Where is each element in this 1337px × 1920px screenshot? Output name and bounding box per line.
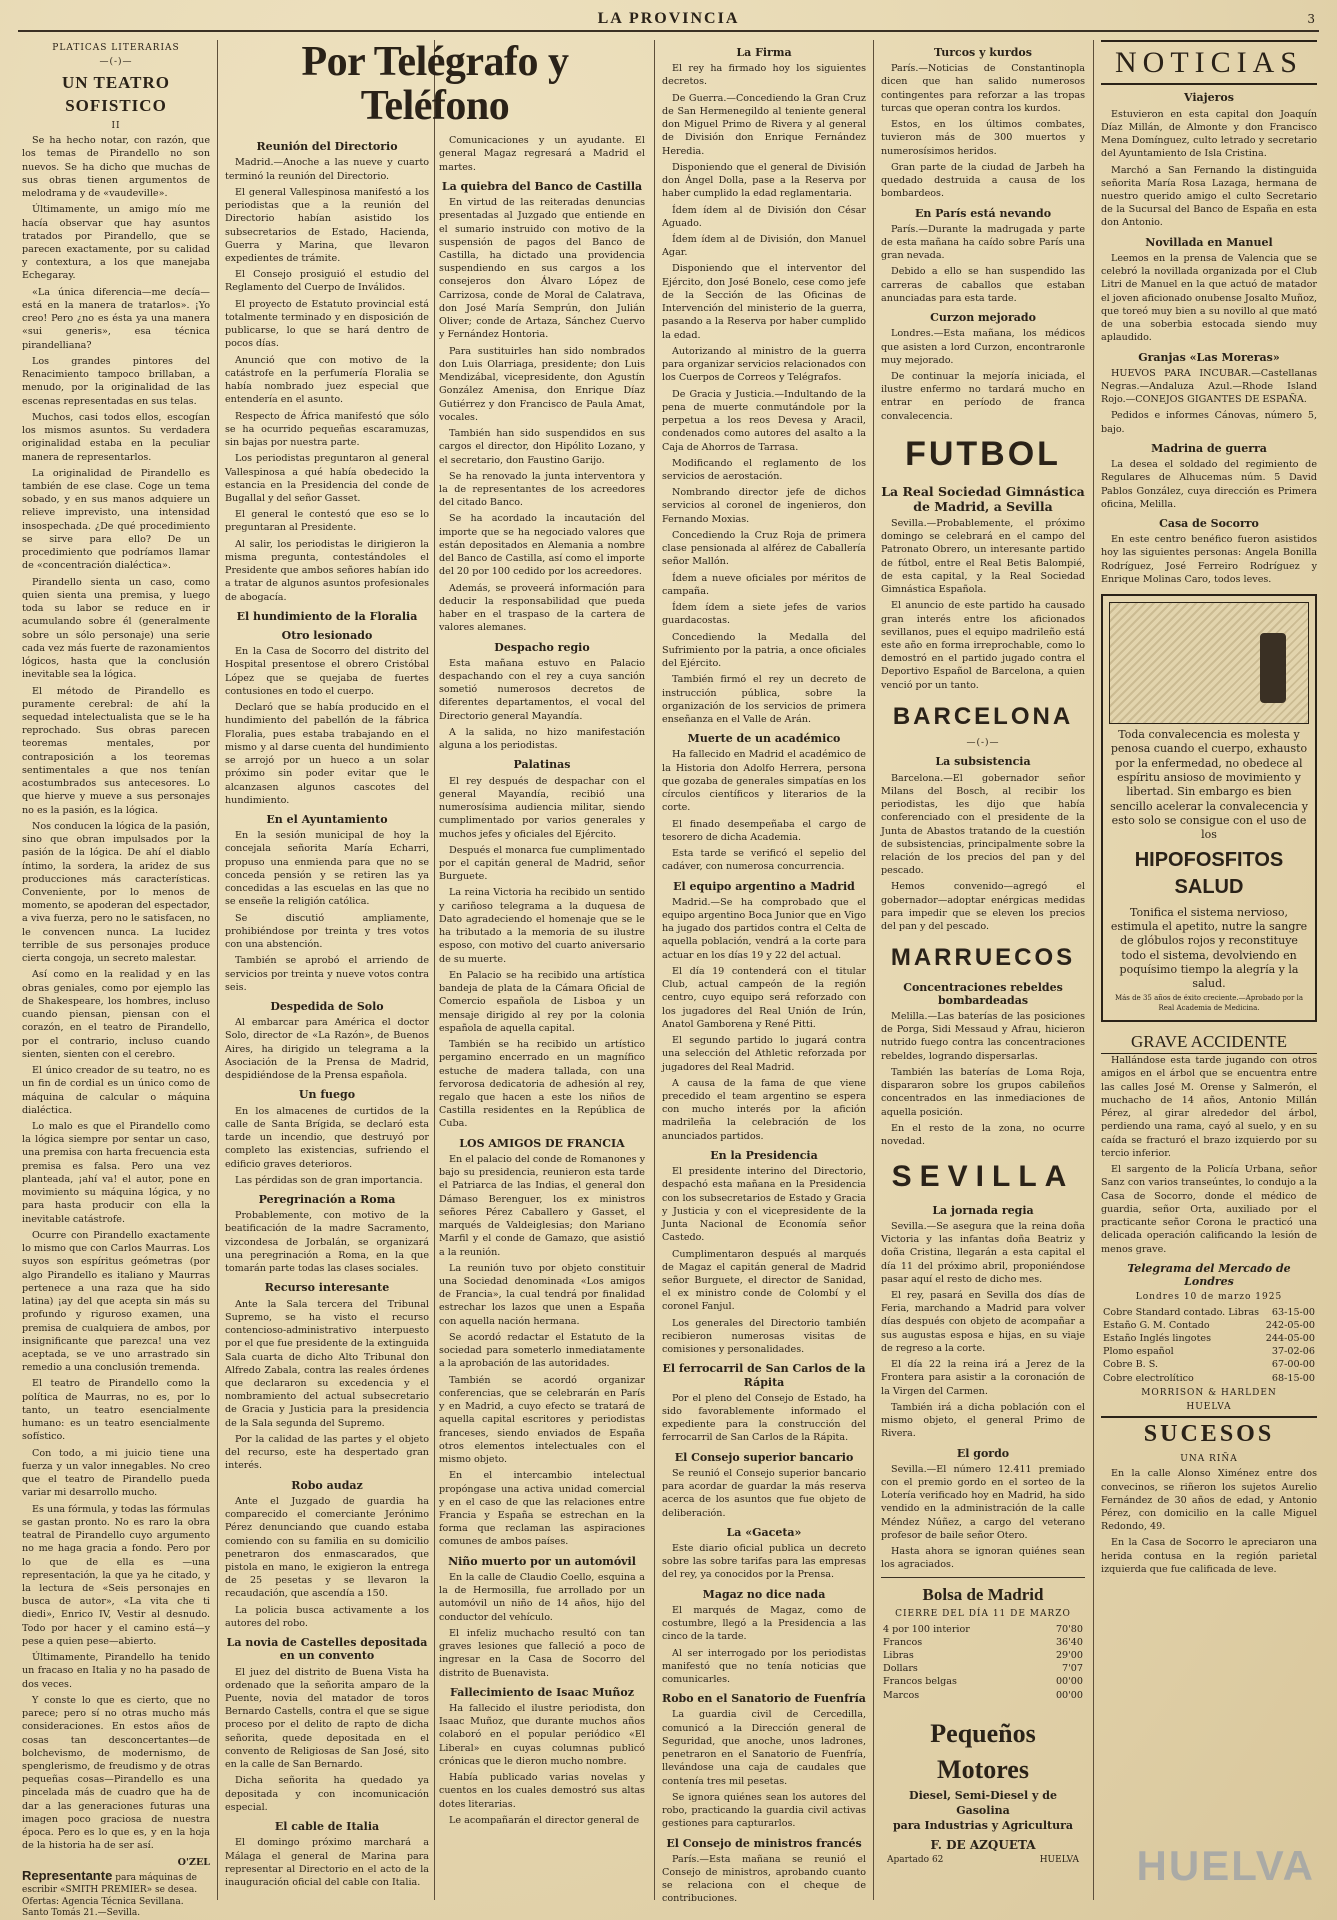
article-headline: La «Gaceta» — [726, 1525, 802, 1539]
quote-value: 63-15-00 — [1271, 1306, 1315, 1318]
quote-label: 4 por 100 interior — [883, 1623, 970, 1635]
paragraph: En la calle de Claudio Coello, esquina a la de Hermosilla, fue arrollado por un automóvil un niño de 14 años, hijo del conductor del vehículo. — [439, 1571, 645, 1623]
quote-value: 00'00 — [1055, 1676, 1083, 1688]
article-headline: Un fuego — [298, 1088, 356, 1102]
article-body — [22, 134, 210, 1853]
paragraph: Sevilla.—El número 12.411 premiado con el premio gordo en el sorteo de la Lotería verificado hoy en Madrid, ha sido vendido en la administración de la calle Méndez Núñez, a cargo del veterano profesor de baile señor Otero. — [881, 1463, 1085, 1541]
article-headline: La Real Sociedad Gimnástica de Madrid, a Sevilla — [881, 483, 1085, 514]
market-firm: MORRISON & HARLDEN — [1141, 1387, 1277, 1398]
quote-label: Plomo español — [1103, 1346, 1174, 1358]
article-headline: El Consejo superior bancario — [674, 1450, 854, 1464]
ad-address: Apartado 62 — [887, 1854, 944, 1865]
paragraph: Así como en la realidad y en las obras geniales, como por ejemplo las de Shakespeare, los hombres, incluso cuando piensan, piensan con el corazón, en el teatro de Pirandello, por el contrario, incluso cuando sienten, sienten con el cerebro. — [22, 969, 210, 1060]
section-title: BARCELONA — [892, 702, 1074, 730]
paragraph: Melilla.—Las baterías de las posiciones de Porga, Sidi Messaud y Afrau, hicieron nutrido fuego contra las concentraciones rebeldes, logrando dispersarlas. — [881, 1010, 1085, 1062]
paragraph: La guardia civil de Cercedilla, comunicó a la Dirección general de Seguridad, que anoche, unos ladrones, penetraron en el Sanatorio de Fuenfría, llevándose una caja de caudales que contenía tres mil pesetas. — [662, 1709, 866, 1787]
paragraph: Gran parte de la ciudad de Jarbeh ha quedado destruida a causa de los bombardeos. — [881, 161, 1085, 200]
article-headline: LOS AMIGOS DE FRANCIA — [459, 1136, 625, 1150]
article-headline: Concentraciones rebeldes bombardeadas — [903, 980, 1063, 1007]
paragraph: Es una fórmula, y todas las fórmulas se gastan pronto. No es raro la obra teatral de Pirandello cuyo argumento no me haga gracia a fondo. Pero por lo que de ella es —una representación, la que ya he citado, y la lectura de «Seis personajes en busca de autor», «La vita che ti diedi», Enrico IV, Vestir al desnudo. Todo por hacer y el camino está—y pese a quien pese—abierto. — [22, 1503, 210, 1647]
paragraph: Los grandes pintores del Renacimiento tampoco brillaban, a menudo, por la originalidad de las escenas representadas en sus telas. — [22, 355, 210, 407]
article-headline: Niño muerto por un automóvil — [448, 1554, 636, 1568]
article-headline: Palatinas — [513, 758, 571, 772]
paragraph: Le acompañarán el director general de — [449, 1814, 640, 1826]
paragraph: Se ha acordado la incautación del importe que se ha negociado valores que están depositados en Alemania a nombre del Banco de Castilla, así como el importe del 20 por 100 cedido por los acreedores. — [439, 513, 645, 578]
paragraph: Había publicado varias novelas y cuentos en los cuales demostró sus altas dotes literarias. — [439, 1772, 645, 1810]
newspaper-title: LA PROVINCIA — [597, 10, 740, 27]
quote-label: Cobre B. S. — [1103, 1359, 1158, 1371]
quote-label: Libras — [883, 1649, 914, 1661]
bottle-icon — [1260, 633, 1286, 703]
article-headline: Robo audaz — [291, 1478, 363, 1492]
paragraph: Leemos en la prensa de Valencia que se celebró la novillada organizada por el Club Litri de Manuel en la que actuó de matador el joven aficionado onubense Josalto Muñoz, que toreó muy bien a su novillo al que mató de una soberbia estocada siendo muy aplaudido. — [1101, 252, 1317, 344]
paragraph: El marqués de Magaz, como de costumbre, llegó a la Presidencia a las cinco de la tarde. — [662, 1604, 866, 1643]
table-row — [881, 1675, 1085, 1688]
telegraph-column-a — [225, 134, 429, 1892]
paragraph: También irá a dicha población con el mismo objeto, el general Primo de Rivera. — [881, 1401, 1085, 1440]
paragraph: En virtud de las reiteradas denuncias presentadas al Juzgado que entiende en el sumario instruido con motivo de la suspensión de pagos del Banco de Castilla, ha dictado una providencia suspendiendo en sus cargos a los consejeros don Álvaro López de Carrizosa, conde de Moral de Calatrava, don José María Semprún, don Julián Oliver; conde de Artaza, Sánchez Cuervo y Fernández Hontoria. — [439, 197, 645, 341]
paragraph: Pirandello sienta un caso, como quien sienta una premisa, y luego toda su labor se reduce en ir acumulando sobre él (generalmente sobre un sólo personaje) una serie cada vez más fuerte de razonamientos lógicos, hasta que la conclusión inevitable sea la lógica. — [22, 576, 210, 681]
article-headline: Robo en el Sanatorio de Fuenfría — [662, 1692, 866, 1706]
article-headline: El equipo argentino a Madrid — [673, 879, 855, 893]
ad-title: Pequeños Motores — [930, 1718, 1036, 1784]
article-headline: Despedida de Solo — [270, 1000, 384, 1014]
paragraph: Por la calidad de las partes y el objeto del recurso, este ha despertado gran interés. — [225, 1433, 429, 1472]
paragraph: El segundo partido lo jugará contra una selección del Athletic reforzada por jugadores del Real Madrid. — [662, 1035, 866, 1073]
article-headline: Peregrinación a Roma — [258, 1193, 396, 1207]
paragraph: Al embarcar para América el doctor Solo, director de «La Razón», de Buenos Aires, ha dirigido un telegrama a la Asociación de la Prensa de Madrid, despidiéndose de la Prensa española. — [225, 1017, 429, 1082]
paragraph: El rey ha firmado hoy los siguientes decretos. — [662, 63, 866, 88]
paragraph: Hasta ahora se ignoran quiénes sean los agraciados. — [881, 1546, 1085, 1571]
paragraph: París.—Noticias de Constantinopla dicen que han salido numerosos contingentes para reforzar a las tropas turcas que operan contra los kurdos. — [881, 63, 1085, 114]
paragraph: Madrid.—Anoche a las nueve y cuarto terminó la reunión del Directorio. — [225, 157, 429, 182]
paragraph: Se ha hecho notar, con razón, que los temas de Pirandello no son nuevos. Se ha dicho que muchas de sus obras tienen argumentos de melodrama y de «vaudeville». — [22, 135, 210, 200]
paragraph: También las baterías de Loma Roja, dispararon sobre los grupos cabileños concentrados en las inmediaciones de aquella posición. — [881, 1066, 1085, 1118]
quote-label: Francos — [883, 1636, 923, 1648]
section-title: GRAVE ACCIDENTE — [1101, 1030, 1317, 1054]
market-table — [1101, 1306, 1317, 1385]
quote-value: 37-02-06 — [1271, 1346, 1315, 1358]
paragraph: Los periodistas preguntaron al general Vallespinosa a qué había obedecido la estancia en la Presidencia del conde de Bugallal y del señor Gasset. — [225, 453, 429, 504]
paragraph: Se ha renovado la junta interventora y la de representantes de los acreedores del citado Banco. — [439, 470, 645, 509]
paragraph: El anuncio de este partido ha causado gran interés entre los aficionados sevillanos, pues el equipo madrileño está este año en forma irreprochable, como lo demostró en el partido jugado contra el Deportivo Español de Barcelona, a quien venció por un tanto. — [881, 600, 1085, 691]
table-row — [1101, 1319, 1317, 1332]
article-headline: Muerte de un académico — [687, 732, 841, 746]
paragraph: De continuar la mejoría iniciada, el ilustre enfermo no tardará mucho en entrar en período de franca convalecencia. — [881, 371, 1085, 422]
column-literary — [22, 40, 210, 1902]
paragraph: De Guerra.—Concediendo la Gran Cruz de San Hermenegildo al teniente general don Miguel Primo de Rivera y al general de División don Enrique Fernández Heredia. — [662, 92, 866, 157]
quote-value: 68-15-00 — [1271, 1372, 1315, 1384]
paragraph: El finado desempeñaba el cargo de tesorero de dicha Academia. — [662, 818, 866, 843]
paragraph: El general Vallespinosa manifestó a los periodistas que a la reunión del Directorio habían asistido los subsecretarios de Estado, Hacienda, Guerra y Marina, que llevaron expedientes de trámite. — [225, 186, 429, 265]
article-headline: Casa de Socorro — [1159, 517, 1259, 530]
paragraph: Ídem ídem a siete jefes de varios guardacostas. — [662, 602, 866, 627]
paragraph: Cumplimentaron después al marqués de Magaz el capitán general de Madrid señor Burguete, el director de Sanidad, el ex ministro conde de Colombí y el coronel Fanjul. — [662, 1248, 866, 1313]
paragraph: Lo malo es que el Pirandello como la lógica siempre por sentar un caso, una premisa con harta frecuencia esta premisa es falsa. Pero una vez planteada, ¡ahí va! el autor, pone en movimiento su máquina lógica, y no para hasta producir con ella la inevitable catástrofe. — [22, 1121, 210, 1225]
article-headline: La novia de Castelles depositada en un convento — [226, 1636, 428, 1663]
article-headline: Viajeros — [1184, 91, 1234, 105]
article-headline: El Consejo de ministros francés — [666, 1836, 862, 1850]
bolsa-table — [881, 1623, 1085, 1702]
paragraph: Debido a ello se han suspendido las carreras de caballos que estaban anunciadas para esta tarde. — [881, 266, 1085, 304]
paragraph: En la sesión municipal de hoy la concejala señorita María Echarri, propuso una enmienda para que no se conceda pensión y se retiren las ya concedidas a las escuelas en las que no se enseñe la religión católica. — [225, 830, 429, 908]
paragraph: Con todo, a mi juicio tiene una fuerza y un valor innegables. No creo que el teatro de Pirandello pueda variar mi desarrollo mucho. — [22, 1447, 210, 1499]
article-headline: Curzon mejorado — [930, 311, 1036, 325]
banner-title: Por Telégrafo y Teléfono — [301, 39, 569, 130]
article-headline: Recurso interesante — [264, 1281, 390, 1295]
table-row — [881, 1662, 1085, 1675]
article-headline: En la Presidencia — [710, 1148, 818, 1162]
column-rule — [217, 40, 218, 1900]
paragraph: Estuvieron en esta capital don Joaquín Díaz Millán, de Almonte y don Francisco Mena Domínguez, culto letrado y secretario del Ayuntamiento de Isla Cristina. — [1101, 108, 1317, 160]
market-date: Londres 10 de marzo 1925 — [1135, 1292, 1283, 1303]
section-title: MARRUECOS — [890, 944, 1076, 972]
section-title: SEVILLA — [891, 1160, 1075, 1194]
paragraph: El juez del distrito de Buena Vista ha ordenado que la señorita amparo de la Puente, novia del matador de toros Bernardo Castells, contra el que se sigue proceso por el delito de rapto de dicha señorita, quede depositada en el convento de Religiosas de San José, sito en la calle de San Bernardo. — [225, 1666, 429, 1771]
paragraph: El rey, pasará en Sevilla dos días de Feria, marchando a Madrid para volver días después con objeto de acompañar a sus augustas esposa e hijas, en su viaje de regreso a la corte. — [881, 1290, 1085, 1354]
column-noticias — [1101, 40, 1317, 1902]
paragraph: El Consejo prosiguió el estudio del Reglamento del Cuerpo de Inválidos. — [225, 269, 429, 294]
paragraph: En Palacio se ha recibido una artística bandeja de plata de la Cámara Oficial de Comercio española de Lisboa y un mensaje dirigido al rey por la colonia española de aquella capital. — [439, 969, 645, 1034]
paragraph: Las pérdidas son de gran importancia. — [235, 1174, 423, 1186]
market-title: Telegrama del Mercado de Londres — [1127, 1261, 1291, 1288]
paragraph: Nombrando director jefe de dichos servicios al coronel de ingenieros, don Fernando Moxias. — [662, 487, 866, 525]
section-title: SUCESOS — [1101, 1416, 1317, 1451]
table-row — [1101, 1358, 1317, 1371]
paragraph: En la calle Alonso Ximénez entre dos convecinos, se riñeron los sujetos Aurelio Fernández de 30 años de edad, y Antonio Pérez, con domicilio en la calle Miguel Redondo, 49. — [1101, 1468, 1317, 1533]
paragraph: En este centro benéfico fueron asistidos hoy las siguientes personas: Angela Bonilla Rodríguez, José Ferreiro Rodríguez y Enrique Molinas Caro, todos leves. — [1101, 534, 1317, 585]
paragraph: Ha fallecido en Madrid el académico de la Historia don Adolfo Herrera, persona que gozaba de generales simpatías en los círculos científicos y literarios de la corte. — [662, 749, 866, 814]
quote-label: Cobre electrolítico — [1103, 1372, 1194, 1384]
paragraph: Al ser interrogado por los periodistas manifestó que no tenía noticias que comunicarles. — [662, 1647, 866, 1686]
table-row — [1101, 1306, 1317, 1319]
paragraph: Concediendo la Cruz Roja de primera clase pensionada al alférez de Caballería señor Mallón. — [662, 529, 866, 568]
paragraph: Después el monarca fue cumplimentado por el capitán general de Madrid, señor Burguete. — [439, 844, 645, 883]
paragraph: Ídem ídem al de División don César Aguado. — [662, 204, 866, 229]
ad-title: HIPOFOSFITOS SALUD — [1134, 848, 1284, 899]
paragraph: Londres.—Esta mañana, los médicos que asisten a lord Curzon, encontraronle muy mejorado. — [881, 328, 1085, 366]
column-telegraph — [225, 40, 645, 1900]
paragraph: La reina Victoria ha recibido un sentido y cariñoso telegrama a la duquesa de Dato agradeciendo el homenaje que se le ha tributado a la memoria de su ilustre esposo, con motivo del cuarto aniversario de su muerte. — [439, 887, 645, 965]
paragraph: La desea el soldado del regimiento de Regulares de Alhucemas núm. 5 David Pablos González, cuya dirección es Primera oficina, Melilla. — [1101, 459, 1317, 510]
paragraph: Ante la Sala tercera del Tribunal Supremo, se ha visto el recurso contencioso-administrativo interpuesto por el que fue presidente de la extinguida Sala cuarta de dicho Alto Tribunal don Alfredo Zabala, contra las reales órdenes que declararon su excedencia y el nombramiento del actual subsecretario de Gracia y Justicia para la presidencia de la Sala segunda del Supremo. — [225, 1298, 429, 1429]
quote-label: Dollars — [883, 1663, 918, 1675]
paragraph: La originalidad de Pirandello es también de ese clase. Coge un tema sobado, y en sus manos adquiere un relieve imprevisto, una intensidad insospechada. ¿De qué procedimiento se sirve para ello? De un procedimiento que podríamos llamar de «concentración dialéctica». — [22, 467, 210, 572]
paragraph: Pedidos e informes Cánovas, número 5, bajo. — [1101, 410, 1317, 435]
quote-label: Marcos — [883, 1689, 920, 1701]
paragraph: En los almacenes de curtidos de la calle de Santa Brígida, se declaró esta tarde un incendio, que destruyó por completo las existencias, sufriendo el edificio graves deterioros. — [225, 1105, 429, 1170]
paragraph: Muchos, casi todos ellos, escogían los mismos asuntos. Su verdadera originalidad estaba en la peculiar manera de representarlos. — [22, 411, 210, 463]
paragraph: Disponiendo que el interventor del Ejército, don José Bonelo, cese como jefe de la Sección de las Oficinas de Intervención del ministerio de la guerra, pasando a la Reserva por haber cumplido la edad. — [662, 263, 866, 341]
hipofosfitos-ad — [1101, 594, 1317, 1022]
ornament: —(-)— — [966, 738, 1000, 749]
paragraph: Últimamente, un amigo mío me hacía observar que hay asuntos tratados por Pirandello, que se parecen exactamente, por su calidad y contextura, a los que manejaba Echegaray. — [22, 204, 210, 282]
table-row — [881, 1623, 1085, 1636]
page-number: 3 — [1307, 12, 1315, 26]
paragraph: Los generales del Directorio también recibieron numerosas visitas de comisiones y personalidades. — [662, 1317, 866, 1356]
paragraph: En el palacio del conde de Romanones y bajo su presidencia, reunieron esta tarde el Patriarca de las Indias, el general don Dámaso Berenguer, los ex ministros señores Pérez Caballero y Gasset, el marqués de Valdeiglesias; don Mariano Marfil y el conde de Gamazo, que asistió a la reunión. — [439, 1153, 645, 1258]
article-headline: Madrina de guerra — [1151, 441, 1267, 455]
paragraph: Últimamente, Pirandello ha tenido un fracaso en Italia y no ha pasado de dos veces. — [22, 1652, 210, 1690]
paragraph: El día 22 la reina irá a Jerez de la Frontera para asistir a la coronación de la Virgen del Carmen. — [881, 1359, 1085, 1397]
paragraph: Además, se proveerá información para deducir la responsabilidad que pueda haber en el traspaso de la cartera de valores alemanes. — [439, 582, 645, 634]
ad-illustration — [1109, 602, 1309, 724]
paragraph: Nos conducen la lógica de la pasión, sino que obran impulsados por la pasión de la lógica. De ahí el diablo íntimo, la sordera, la aridez de sus producciones más características. Conveniente, por lo menos de momento, se apoderan del espectador, a viva fuerza, pero no le satisfacen, no le convencen nunca. La lucidez terrible de sus personajes produce cierta congoja, un secreto malestar. — [22, 820, 211, 965]
article-headline: El ferrocarril de San Carlos de la Rápita — [662, 1362, 866, 1389]
quote-value: 70'80 — [1055, 1623, 1083, 1635]
article-headline: La jornada regia — [932, 1203, 1034, 1217]
quote-value: 67-00-00 — [1271, 1359, 1315, 1371]
paragraph: Se discutió ampliamente, prohibiéndose por treinta y tres votos con una abstención. — [225, 912, 429, 951]
paragraph: El presidente interino del Directorio, despachó esta mañana en la Presidencia con los subsecretarios de Estado y Gracia y Justicia y con el vicepresidente de la Junta Nacional de Economía señor Castedo. — [662, 1166, 866, 1244]
quote-value: 00'00 — [1055, 1689, 1083, 1701]
paragraph: Esta tarde se verificó el sepelio del cadáver, con numerosa concurrencia. — [662, 848, 866, 873]
quote-value: 242-05-00 — [1265, 1319, 1315, 1331]
ad-footer — [887, 1854, 1079, 1866]
paragraph: También se ha recibido un artístico pergamino encerrado en un magnífico estuche de madera tallada, con una fervorosa dedicatoria de adhesión al rey, regalo que hacen a este los niños de Castilla residentes en la República de Cuba. — [439, 1039, 645, 1130]
paragraph: París.—Esta mañana se reunió el Consejo de ministros, aprobando cuanto se relaciona con el cheque de contribuciones. — [662, 1853, 866, 1905]
paragraph: Se reunió el Consejo superior bancario para acordar de guardar la más reserva acerca de los asuntos que fue objeto de deliberación. — [662, 1467, 866, 1519]
paragraph: Ídem a nueve oficiales por méritos de campaña. — [662, 572, 866, 597]
paragraph: Sevilla.—Probablemente, el próximo domingo se celebrará en el campo del Patronato Obrero, un interesante partido de fútbol, entre el Real Betis Balompié, de esta capital, y la Real Sociedad Gimnástica Española. — [881, 517, 1085, 596]
paragraph: Declaró que se había producido en el hundimiento del pabellón de la fábrica Floralia, pues estaba trabajando en el mismo y al darse cuenta del hundimiento se arrojó por un hueco a un solar próximo sin poder evitar que le alcanzasen algunos cascotes del hundimiento. — [225, 702, 429, 806]
column-rule — [1093, 40, 1094, 1900]
paragraph: El domingo próximo marchará a Málaga el general de Marina para representar al Directorio en el acto de la inauguración oficial del cable con Italia. — [225, 1837, 429, 1888]
article-headline: Despacho regio — [494, 640, 590, 654]
paragraph: Dicha señorita ha quedado ya depositada y con incomunicación especial. — [225, 1775, 429, 1813]
article-headline: En el Ayuntamiento — [266, 813, 388, 827]
paragraph: La reunión tuvo por objeto constituir una Sociedad denominada «Los amigos de Francia», la cual tendrá por finalidad estrechar los lazos que unen a España con aquella nación hermana. — [439, 1262, 645, 1327]
paragraph: A causa de la fama de que viene precedido el team argentino se espera con mucho interés por la afición madrileña la celebración de los anunciados partidos. — [662, 1077, 866, 1142]
table-row — [1101, 1372, 1317, 1385]
paragraph: Esta mañana estuvo en Palacio despachando con el rey a cuya sanción sometió numerosos decretos de diferentes departamentos, el vocal del Directorio general Mayandía. — [439, 657, 645, 722]
paragraph: Marchó a San Fernando la distinguida señorita María Rosa Lazaga, hermana de nuestro querido amigo el culto Secretario de la Sucursal del Banco de España en esta don Antonio. — [1101, 164, 1317, 229]
paragraph: Se ignora quiénes sean los autores del robo, practicando la guardia civil activas gestiones para capturarlos. — [662, 1791, 866, 1830]
paragraph: Se acordó redactar el Estatuto de la sociedad para someterlo inmediatamente a la aprobación de las autoridades. — [439, 1331, 645, 1370]
table-row — [1101, 1332, 1317, 1345]
paragraph: En el resto de la zona, no ocurre novedad. — [881, 1122, 1085, 1148]
article-headline: Novillada en Manuel — [1145, 235, 1273, 249]
article-headline: Reunión del Directorio — [256, 140, 398, 154]
ad-fine: Más de 35 años de éxito creciente.—Aprobado por la Real Academia de Medicina. — [1114, 994, 1304, 1013]
paragraph: «La única diferencia—me decía—está en la manera de tratarlos». ¡Yo creo! Pero ¿no es ésta ya una manera «sui generis», esa técnica pirandelliana? — [22, 286, 210, 351]
paragraph: El rey después de despachar con el general Mayandía, recibió una numerosísima audiencia militar, siendo cumplimentado por varios generales y muchos jefes y oficiales del Ejército. — [439, 775, 645, 840]
paragraph: HUEVOS PARA INCUBAR.—Castellanas Negras.—Andaluza Azul.—Rhode Island Rojo.—CONEJOS GIGANTES DE ESPAÑA. — [1101, 367, 1317, 406]
paragraph: Ha fallecido el ilustre periodista, don Isaac Muñoz, que durante muchos años colaboró en el popular periódico «El Liberal» en cuyas columnas publicó crónicas que le dieron mucho nombre. — [439, 1702, 645, 1767]
paragraph: Sevilla.—Se asegura que la reina doña Victoria y las infantas doña Beatriz y doña Cristina, llegarán a esta capital el día 11 del próximo abril, proponiéndose pasar aquí el resto de dicho mes. — [881, 1220, 1085, 1285]
article-headline: El hundimiento de la Floralia — [236, 609, 418, 623]
ad-line: Diesel, Semi-Diesel y de Gasolina — [909, 1788, 1057, 1817]
paragraph: Estos, en los últimos combates, tuvieron más de 300 muertos y numerosísimos heridos. — [881, 119, 1085, 157]
paragraph: Este diario oficial publica un decreto sobre las sobre tarifas para las empresas del rey, ya conocidos por la Prensa. — [662, 1543, 866, 1581]
table-row — [881, 1649, 1085, 1662]
paragraph: Para sustituirles han sido nombrados don Luis Olarriaga, presidente; don Luis Mendizábal, vicepresidente, don Agustín González Amenisa, don Enrique Díaz Gutiérrez y don Francisco de Paula Amat, vocales. — [439, 345, 645, 423]
paragraph: Concediendo la Medalla del Sufrimiento por la patria, a once oficiales del Ejército. — [662, 631, 866, 670]
paragraph: Ante el Juzgado de guardia ha comparecido el comerciante Jerónimo Pérez denunciando que cuando estaba comiendo con su familia en su domicilio penetraron dos enmascarados, que pistola en mano, le exigieron la entrega de 25 pesetas y se llevaron la recaudación, que ascendía a 150. — [225, 1495, 429, 1600]
page-header — [18, 8, 1319, 32]
paragraph: También firmó el rey un decreto de instrucción pública, sobre la organización de los servicios de primera enseñanza en el Valle de Arán. — [662, 674, 866, 725]
quote-value: 7'07 — [1062, 1663, 1083, 1675]
ad-body: Tonifica el sistema nervioso, estimula el apetito, nutre la sangre de glóbulos rojos y reconstituye todo el sistema, devolviendo en poquísimo tiempo la alegría y la salud. — [1110, 905, 1308, 991]
paragraph: Barcelona.—El gobernador señor Milans del Bosch, al recibir los periodistas, les dijo que había conferenciado con el presidente de la Junta de Abastos tratando de la cuestión de subsistencias, principalmente sobre la relación de los precios del pan y del pescado. — [881, 772, 1085, 877]
article-headline: La quiebra del Banco de Castilla — [441, 179, 643, 193]
paragraph: Probablemente, con motivo de la beatificación de la madre Sacramento, vizcondesa de Jorbalán, se organizará una peregrinación a Roma, en la que tomarán parte todas las clases sociales. — [225, 1210, 429, 1275]
paragraph: Al salir, los periodistas le dirigieron la misma pregunta, contestándoles el Presidente que ambos señores habían ido a tratar de algunos asuntos profesionales de abogacía. — [225, 538, 429, 603]
paragraph: También han sido suspendidos en sus cargos el director, don Hipólito Lozano, y el secretario, don Faustino Garijo. — [439, 428, 645, 466]
article-headline: Fallecimiento de Isaac Muñoz — [449, 1685, 635, 1699]
watermark: HUELVA — [1136, 1842, 1315, 1889]
paragraph: A la salida, no hizo manifestación alguna a los periodistas. — [439, 726, 645, 752]
paragraph: El día 19 contenderá con el titular Club, actual campeón de la región centro, cuyo equipo será reforzado con los jugadores del Real Unión de Irún, Anatol Gamborena y René Pitti. — [662, 965, 866, 1030]
column-news — [662, 40, 866, 1905]
paragraph: Y conste lo que es cierto, que no parece; pero sí no otras mucho más consideraciones. En estos años de cosas tan desconcertantes—de bolchevismo, de modernismo, de spenglerismo, de freudismo y de otras pequeñas cosas—Pirandello es una pincelada más de cuadro que ha de dar a las generaciones futuras una imagen poco graciosa de nuestra época. Pero es lo que es, y en la hoja de la historia ha de ser así. — [22, 1694, 210, 1852]
paragraph: París.—Durante la madrugada y parte de esta mañana ha caído sobre París una gran nevada. — [881, 223, 1085, 262]
column-sports — [881, 40, 1085, 1902]
column-rule — [873, 40, 874, 1900]
paragraph: Hallándose esta tarde jugando con otros amigos en el árbol que se encuentra entre las calles José M. Orense y Salmerón, el muchacho de 14 años, Antonio Millán Pérez, al girar alrededor del árbol, perdiendo una rama, cayó al suelo, y en su caída se fracturó el brazo izquierdo por su tercio inferior. — [1101, 1055, 1317, 1159]
quote-value: 29'00 — [1055, 1649, 1083, 1661]
table-row — [881, 1636, 1085, 1649]
paragraph: El infeliz muchacho resultó con tan graves lesiones que falleció a poco de ingresar en la Casa de Socorro del distrito de Buenavista. — [439, 1627, 645, 1679]
divider — [881, 1577, 1085, 1578]
paragraph: Respecto de África manifestó que sólo se ha ocurrido pequeñas escaramuzas, sin bajas por nuestra parte. — [225, 410, 429, 449]
article-headline: Turcos y kurdos — [934, 46, 1032, 59]
ad-line: para Industrias y Agricultura — [892, 1819, 1074, 1832]
paragraph: El sargento de la Policía Urbana, señor Sanz con varios transeúntes, lo condujo a la Casa de Socorro, donde el médico de guardia, señor Orta, auxiliado por el practicante señor Corona le practicó una delicada operación calificando la lesión de menos grave. — [1101, 1164, 1317, 1255]
kicker-ornament: —(-)— — [99, 57, 133, 68]
paragraph: En la Casa de Socorro del distrito del Hospital presentose el obrero Cristóbal López que se quejaba de fuertes contusiones en todo el cuerpo. — [225, 646, 429, 697]
table-row — [1101, 1345, 1317, 1358]
bolsa-date: CIERRE DEL DÍA 11 DE MARZO — [895, 1609, 1071, 1620]
paragraph: El método de Pirandello es puramente cerebral: de ahí la sequedad intelectualista que se le ha reprochado. Sus obras parecen teoremas mentales, por contraposición a los teoremas sentimentales a que nos tenían acostumbrados sus antecesores. Lo que hierve y mueve a sus personajes no es la pasión, es la lógica. — [22, 685, 210, 816]
paragraph: Modificando el reglamento de los servicios de aerostación. — [662, 457, 866, 482]
paragraph: Hemos convenido—agregó el gobernador—adoptar enérgicas medidas para impedir que se eleven los precios del pan y del pescado. — [881, 881, 1085, 933]
column-rule — [654, 40, 655, 1900]
paragraph: Anunció que con motivo de la catástrofe en la perfumería Floralia se había nombrado juez especial que entendería en el asunto. — [225, 354, 429, 406]
article-subheadline: Otro lesionado — [281, 629, 373, 643]
quote-label: Francos belgas — [883, 1676, 957, 1688]
paragraph: El único creador de su teatro, no es un fin de cordial es un único como de máquina de calcular o máquina dialéctica. — [22, 1065, 210, 1116]
kicker: PLATICAS LITERARIAS — [52, 43, 180, 53]
quote-label: Estaño G. M. Contado — [1103, 1319, 1210, 1331]
article-headline: Granjas «Las Moreras» — [1138, 350, 1280, 364]
paragraph: La policia busca activamente a los autores del robo. — [225, 1604, 429, 1629]
article-numeral: II — [111, 120, 121, 131]
classified-ad — [22, 1868, 210, 1919]
paragraph: Ídem ídem al de División, don Manuel Agar. — [662, 234, 866, 259]
ad-city: HUELVA — [1039, 1854, 1079, 1865]
section-title: NOTICIAS — [1101, 40, 1317, 85]
paragraph: El proyecto de Estatuto provincial está totalmente terminado y en disposición de publicarse, lo que se hará dentro de pocos días. — [225, 298, 429, 350]
paragraph: El teatro de Pirandello como la política de Maurras, no es, por lo tanto, un teatro esencialmente humano: es un teatro esencialmente sofístico. — [22, 1378, 210, 1443]
paragraph: Madrid.—Se ha comprobado que el equipo argentino Boca Junior que en Vigo ha jugado dos partidos contra el Celta de aquella población, vendrá a la corte para actuar en los días 19 y 22 del actual. — [662, 896, 866, 961]
article-headline: El cable de Italia — [274, 1820, 380, 1834]
paragraph: El general le contestó que eso se lo preguntaran al Presidente. — [225, 509, 429, 534]
article-headline: En París está nevando — [914, 206, 1052, 220]
paragraph: Disponiendo que el general de División don Ángel Dolla, pase a la Reserva por haber cumplido la edad reglamentaria. — [662, 161, 866, 200]
article-title: UN TEATRO SOFISTICO — [61, 72, 171, 116]
paragraph: Autorizando al ministro de la guerra para organizar servicios relacionados con los Cuerpos de Correos y Telégrafos. — [662, 345, 866, 384]
section-title: FUTBOL — [905, 434, 1061, 473]
quote-value: 36'40 — [1055, 1636, 1083, 1648]
bolsa-title: Bolsa de Madrid — [922, 1584, 1044, 1604]
classified-text: para máquinas de escribir «SMITH PREMIER» se desea. Ofertas: Agencia Técnica Sevillana. Santo Tomás 21.—Sevilla. — [22, 1873, 198, 1919]
signature: O'ZEL — [177, 1856, 210, 1868]
telegraph-column-b — [439, 134, 645, 1892]
quote-value: 244-05-00 — [1265, 1333, 1315, 1344]
paragraph: Comunicaciones y un ayudante. El general Magaz regresará a Madrid el martes. — [439, 135, 645, 173]
ad-lead: Toda convalecencia es molesta y penosa cuando el cuerpo, exhausto por la enfermedad, no obedece al espíritu ansioso de movimiento y libertad. Sin embargo es bien sencillo acelerar la convalecencia y esto solo se consigue con el uso de los — [1110, 728, 1308, 842]
article-headline: La subsistencia — [935, 755, 1031, 769]
classified-label: Representante — [22, 1868, 113, 1883]
paragraph: En el intercambio intelectual propóngase una activa unidad comercial y en el caso de que las relaciones entre Francia y España se estrechan en la forma que reclaman las aspiraciones comunes de ambos países. — [439, 1470, 645, 1548]
article-headline: Magaz no dice nada — [702, 1587, 826, 1601]
paragraph: También se aprobó el arriendo de servicios por treinta y nueve votos contra seis. — [225, 955, 429, 993]
table-row — [881, 1689, 1085, 1702]
motor-ad — [881, 1710, 1085, 1872]
quote-label: Estaño Inglés lingotes — [1103, 1333, 1212, 1344]
paragraph: Ocurre con Pirandello exactamente lo mismo que con Carlos Maurras. Los suyos son espíritus geómetras (por algo Pirandello es italiano y Maurras pertenece a una raza que ha sido latina) ¡ay del que acepta sin más su profundo y riguroso examen, una premisa de cualquiera de ambos, por insignificante que parezca! una vez aceptada, se ve uno arrastrado sin remedio a una conclusión tremenda. — [22, 1229, 210, 1374]
article-headline: El gordo — [956, 1446, 1010, 1460]
paragraph: También se acordó organizar conferencias, que se celebrarán en París y en Madrid, a cuyo efecto se tratará de aquella capital escritores y periodistas franceses, siendo enviados de España otros elementos intelectuales con el mismo objeto. — [439, 1374, 645, 1466]
article-headline: La Firma — [736, 46, 792, 59]
market-city: HUELVA — [1186, 1402, 1232, 1413]
quote-label: Cobre Standard contado. Libras — [1103, 1306, 1260, 1318]
paragraph: De Gracia y Justicia.—Indultando de la pena de muerte conmutándole por la perpetua a los reos Devesa y Aracil, condenados como autores del asalto a la Caja de Ahorros de Tarrasa. — [662, 388, 866, 453]
paragraph: Por el pleno del Consejo de Estado, ha sido favorablemente informado el expediente para la construcción del ferrocarril de San Carlos de la Rápita. — [662, 1392, 866, 1444]
paragraph: En la Casa de Socorro le apreciaron una herida contusa en la región parietal izquierda que fue calificada de leve. — [1101, 1537, 1317, 1575]
ad-firm: F. DE AZQUETA — [930, 1838, 1036, 1853]
article-headline: UNA RIÑA — [1180, 1453, 1238, 1464]
